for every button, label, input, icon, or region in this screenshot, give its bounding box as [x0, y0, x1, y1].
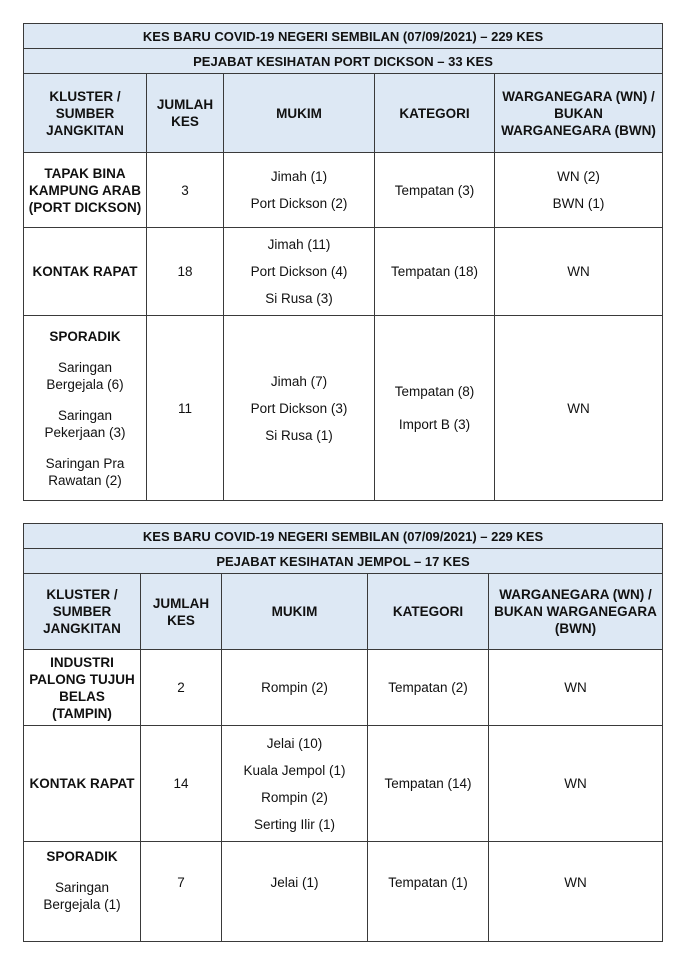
kluster-sub-item: Saringan Bergejala (1)	[43, 880, 121, 912]
mukim-cell	[224, 316, 375, 501]
jumlah-cell: 18	[147, 228, 224, 316]
header-kluster: KLUSTER / SUMBER JANGKITAN	[24, 574, 141, 650]
mukim-cell	[222, 726, 368, 842]
mukim-item: Si Rusa (1)	[265, 427, 333, 443]
kluster-cell	[24, 316, 147, 501]
header-kategori: KATEGORI	[375, 74, 495, 153]
kluster-title: SPORADIK	[46, 849, 118, 864]
header-kluster: KLUSTER / SUMBER JANGKITAN	[24, 74, 147, 153]
jumlah-cell: 2	[141, 650, 222, 726]
kategori-cell: Tempatan (1)	[368, 842, 489, 942]
warga-cell: WN	[489, 726, 663, 842]
jumlah-cell: 7	[141, 842, 222, 942]
mukim-item: Jimah (11)	[267, 237, 331, 252]
table-row	[24, 650, 663, 726]
warga-cell: WN	[489, 842, 663, 942]
mukim-item: Jimah (1)	[270, 169, 328, 184]
kluster-cell: KONTAK RAPAT	[24, 228, 147, 316]
warga-cell	[495, 153, 663, 228]
warga-cell: WN	[489, 650, 663, 726]
header-jumlah: JUMLAH KES	[147, 74, 224, 153]
mukim-item: Port Dickson (3)	[250, 400, 348, 416]
mukim-cell: Rompin (2)	[222, 650, 368, 726]
header-jumlah: JUMLAH KES	[141, 574, 222, 650]
kluster-cell: KONTAK RAPAT	[24, 726, 141, 842]
port-dickson-table	[23, 23, 663, 501]
table-row	[24, 842, 663, 942]
mukim-cell: Jelai (1)	[222, 842, 368, 942]
warga-cell: WN	[495, 228, 663, 316]
kluster-cell: INDUSTRI PALONG TUJUH BELAS (TAMPIN)	[24, 650, 141, 726]
kategori-cell	[375, 316, 495, 501]
office-subtitle: PEJABAT KESIHATAN PORT DICKSON – 33 KES	[24, 49, 663, 74]
report-title: KES BARU COVID-19 NEGERI SEMBILAN (07/09/2021) – 229 KES	[24, 24, 663, 49]
kategori-cell: Tempatan (2)	[368, 650, 489, 726]
jumlah-cell: 3	[147, 153, 224, 228]
kategori-cell: Tempatan (3)	[375, 153, 495, 228]
table-row	[24, 316, 663, 501]
kategori-cell: Tempatan (14)	[368, 726, 489, 842]
mukim-item: Kuala Jempol (1)	[243, 762, 346, 778]
header-warganegara: WARGANEGARA (WN) / BUKAN WARGANEGARA (BWN)	[495, 74, 663, 153]
table-row	[24, 153, 663, 228]
kluster-title: SPORADIK	[49, 328, 121, 344]
kluster-sub-item: Saringan Bergejala (6)	[46, 359, 124, 392]
kluster-sub-item: Saringan Pekerjaan (3)	[44, 407, 126, 440]
mukim-item: Si Rusa (3)	[265, 291, 333, 306]
mukim-cell	[224, 153, 375, 228]
office-subtitle: PEJABAT KESIHATAN JEMPOL – 17 KES	[24, 549, 663, 574]
report-title: KES BARU COVID-19 NEGERI SEMBILAN (07/09/2021) – 229 KES	[24, 524, 663, 549]
jempol-table	[23, 523, 663, 942]
header-mukim: MUKIM	[224, 74, 375, 153]
kluster-sub-item: Saringan Pra Rawatan (2)	[45, 455, 125, 488]
table-row	[24, 228, 663, 316]
kluster-cell	[24, 842, 141, 942]
kategori-cell: Tempatan (18)	[375, 228, 495, 316]
table-row	[24, 726, 663, 842]
header-kategori: KATEGORI	[368, 574, 489, 650]
warga-item: WN (2)	[557, 169, 600, 184]
kategori-item: Import B (3)	[398, 417, 471, 432]
mukim-cell	[224, 228, 375, 316]
warga-cell: WN	[495, 316, 663, 501]
jumlah-cell: 14	[141, 726, 222, 842]
warga-item: BWN (1)	[552, 196, 605, 211]
mukim-item: Jelai (10)	[266, 735, 323, 751]
jumlah-cell: 11	[147, 316, 224, 501]
kategori-item: Tempatan (8)	[394, 384, 475, 399]
mukim-item: Jimah (7)	[270, 373, 328, 389]
header-mukim: MUKIM	[222, 574, 368, 650]
mukim-item: Serting Ilir (1)	[253, 816, 336, 832]
kluster-cell: TAPAK BINA KAMPUNG ARAB (PORT DICKSON)	[24, 153, 147, 228]
header-warganegara: WARGANEGARA (WN) / BUKAN WARGANEGARA (BWN)	[489, 574, 663, 650]
mukim-item: Rompin (2)	[261, 789, 328, 805]
mukim-item: Port Dickson (2)	[250, 196, 348, 211]
mukim-item: Port Dickson (4)	[250, 264, 348, 279]
